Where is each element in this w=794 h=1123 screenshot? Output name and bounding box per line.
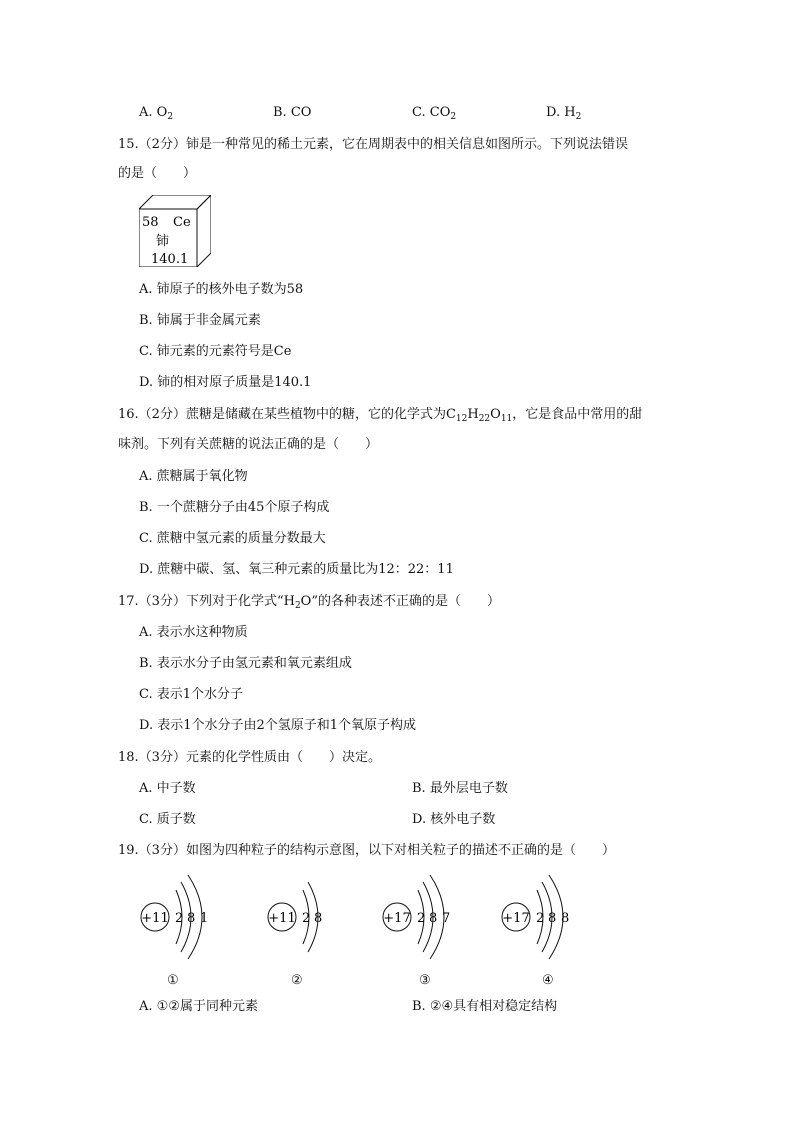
tile-name: 铈 [156,234,170,249]
q16-stem-line1: 16.（2分）蔗糖是储藏在某些植物中的糖，它的化学式为$C_{12}H_{22}O_{11}$，它是食品中常用的甜 [118,407,643,424]
q14-option-b: B. CO [273,105,312,120]
q19-option-b: B. ②④具有相对稳定结构 [412,999,558,1014]
q16-option-d: D. 蔗糖中碳、氢、氧三种元素的质量比为12：22：11 [139,562,454,577]
tile-atomic-number: 58 [142,215,159,230]
svg-text:2: 2 [302,911,311,926]
particle-diagram-4 [499,870,589,965]
q18-option-a: A. 中子数 [139,781,196,796]
q19-option-a: A. ①②属于同种元素 [139,999,258,1014]
q16-option-b: B. 一个蔗糖分子由45个原子构成 [139,500,330,515]
q18-option-b: B. 最外层电子数 [412,781,508,796]
svg-text:2: 2 [536,911,545,926]
particle-label-2: ② [291,973,303,988]
svg-text:8: 8 [314,911,323,926]
q15-stem-line2: 的是（ ） [118,166,197,181]
q16-option-c: C. 蔗糖中氢元素的质量分数最大 [139,531,326,546]
svg-text:7: 7 [442,911,451,926]
tile-mass: 140.1 [151,252,189,267]
q18-option-d: D. 核外电子数 [412,812,496,827]
q15-stem-line1: 15.（2分）铈是一种常见的稀土元素，它在周期表中的相关信息如图所示。下列说法错误 [118,137,628,152]
q17-option-a: A. 表示水这种物质 [139,625,248,640]
q15-option-a: A. 铈原子的核外电子数为58 [139,282,304,297]
particle-label-4: ④ [542,973,554,988]
q18-option-c: C. 质子数 [139,812,196,827]
q17-option-b: B. 表示水分子由氢元素和氧元素组成 [139,656,352,671]
svg-text:1: 1 [200,911,209,926]
q19-stem: 19.（3分）如图为四种粒子的结构示意图，以下对相关粒子的描述不正确的是（ ） [118,843,615,858]
nucleus-charge: +17 [383,911,411,926]
particle-diagram-2 [265,870,345,965]
particle-diagram-1 [138,870,228,965]
svg-text:8: 8 [187,911,196,926]
q15-option-c: C. 铈元素的元素符号是Ce [139,344,292,359]
q14-option-c: C. $CO_2$ [412,105,457,122]
nucleus-charge: +17 [502,911,530,926]
nucleus-charge: +11 [268,911,296,926]
svg-text:8: 8 [548,911,557,926]
q15-option-d: D. 铈的相对原子质量是140.1 [139,375,312,390]
svg-text:8: 8 [429,911,438,926]
svg-text:2: 2 [417,911,426,926]
tile-symbol: Ce [173,215,191,230]
q14-option-d: D. $H_2$ [546,105,582,122]
q15-option-b: B. 铈属于非金属元素 [139,313,261,328]
q14-option-a: A. $O_2$ [139,105,174,122]
svg-text:2: 2 [175,911,184,926]
particle-label-3: ③ [419,973,431,988]
q16-option-a: A. 蔗糖属于氧化物 [139,469,248,484]
svg-text:8: 8 [561,911,570,926]
q17-stem: 17.（3分）下列对于化学式“$H_2O$”的各种表述不正确的是（ ） [118,594,500,611]
q17-option-d: D. 表示1个水分子由2个氢原子和1个氧原子构成 [139,718,417,733]
q16-stem-line2: 味剂。下列有关蔗糖的说法正确的是（ ） [118,437,379,452]
nucleus-charge: +11 [141,911,169,926]
particle-diagram-3 [380,870,470,965]
q17-option-c: C. 表示1个水分子 [139,687,244,702]
particle-label-1: ① [167,973,179,988]
element-tile-cerium [139,195,211,267]
q18-stem: 18.（3分）元素的化学性质由（ ）决定。 [118,750,381,765]
